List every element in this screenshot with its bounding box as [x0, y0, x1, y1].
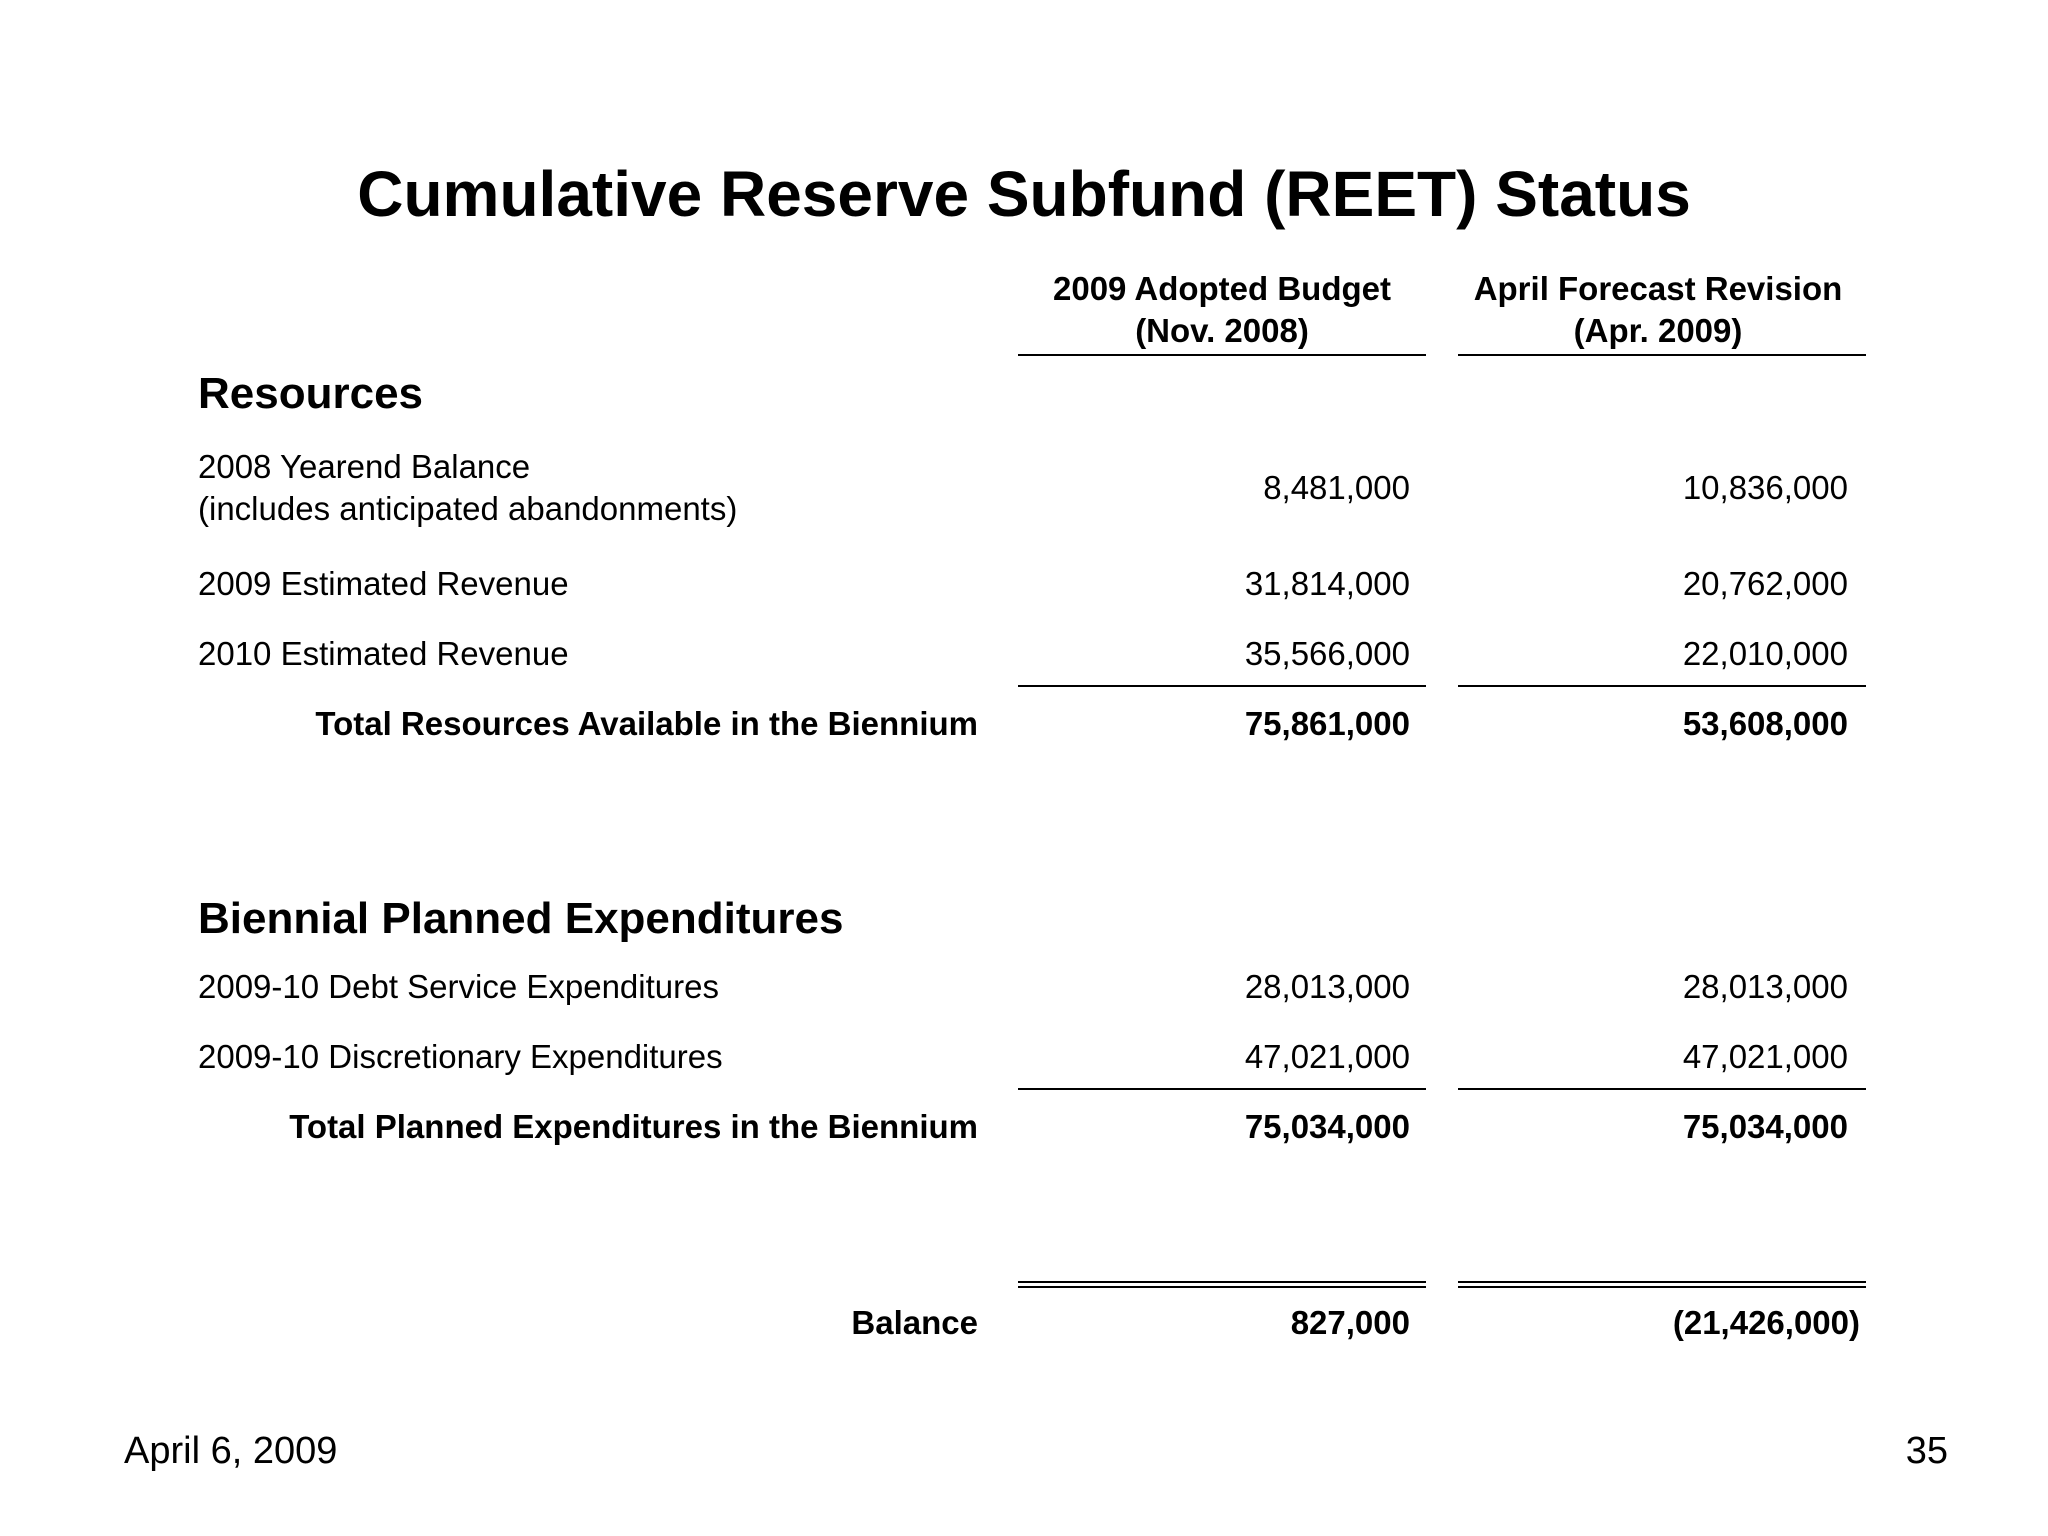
expenditures-row-adopted: 28,013,000 [1244, 968, 1410, 1005]
expenditures-row-adopted: 47,021,000 [1244, 1038, 1410, 1075]
column-header-revised-line2: (Apr. 2009) [1573, 312, 1743, 349]
balance-adopted: 827,000 [1290, 1304, 1410, 1341]
balance-double-rule-revised [1458, 1281, 1866, 1288]
expenditures-row-revised: 47,021,000 [1682, 1038, 1848, 1075]
page-title: Cumulative Reserve Subfund (REET) Status [357, 158, 1691, 230]
balance-revised: (21,426,000) [1672, 1304, 1860, 1341]
resources-row-adopted: 35,566,000 [1244, 635, 1410, 672]
page-number: 35 [1905, 1430, 1948, 1472]
expenditures-row-revised: 28,013,000 [1682, 968, 1848, 1005]
resources-row-revised: 22,010,000 [1682, 635, 1848, 672]
column-header-revised [1458, 268, 1858, 352]
resources-row-revised: 20,762,000 [1682, 565, 1848, 602]
resources-row-label-line1: 2008 Yearend Balance [198, 448, 531, 485]
resources-heading: Resources [198, 369, 424, 418]
balance-label: Balance [851, 1304, 978, 1341]
resources-total-label: Total Resources Available in the Biennium [315, 705, 978, 742]
resources-row-label-line2: (includes anticipated abandonments) [198, 490, 738, 527]
resources-row-adopted: 8,481,000 [1263, 469, 1410, 506]
subtotal-rule-revised [1458, 1088, 1866, 1090]
expenditures-heading: Biennial Planned Expenditures [198, 894, 844, 943]
expenditures-row-label: 2009-10 Debt Service Expenditures [198, 968, 719, 1005]
header-underline-adopted [1018, 354, 1426, 356]
subtotal-rule-adopted [1018, 685, 1426, 687]
expenditures-total-label: Total Planned Expenditures in the Biennium [289, 1108, 978, 1145]
resources-row-label: 2010 Estimated Revenue [198, 635, 569, 672]
resources-row-adopted: 31,814,000 [1244, 565, 1410, 602]
expenditures-total-adopted: 75,034,000 [1244, 1108, 1410, 1145]
subtotal-rule-revised [1458, 685, 1866, 687]
resources-row-revised: 10,836,000 [1682, 469, 1848, 506]
resources-total-adopted: 75,861,000 [1244, 705, 1410, 742]
resources-total-revised: 53,608,000 [1682, 705, 1848, 742]
column-header-revised-line1: April Forecast Revision [1473, 270, 1843, 307]
header-underline-revised [1458, 354, 1866, 356]
resources-row-label [198, 446, 737, 530]
resources-row-label: 2009 Estimated Revenue [198, 565, 569, 602]
column-header-adopted-line1: 2009 Adopted Budget [1053, 270, 1391, 307]
column-header-adopted [1022, 268, 1422, 352]
column-header-adopted-line2: (Nov. 2008) [1135, 312, 1309, 349]
subtotal-rule-adopted [1018, 1088, 1426, 1090]
expenditures-total-revised: 75,034,000 [1682, 1108, 1848, 1145]
footer-date: April 6, 2009 [124, 1430, 338, 1472]
balance-double-rule-adopted [1018, 1281, 1426, 1288]
expenditures-row-label: 2009-10 Discretionary Expenditures [198, 1038, 723, 1075]
